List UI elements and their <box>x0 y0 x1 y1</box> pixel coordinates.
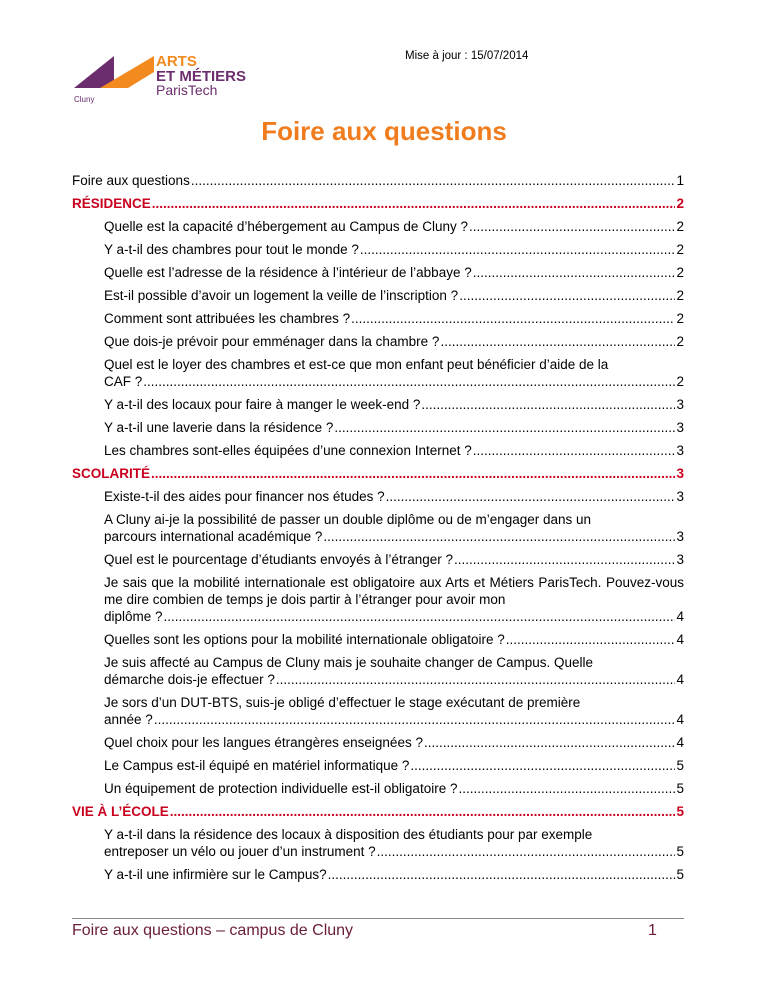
toc-entry[interactable]: Quel choix pour les langues étrangères enseignées ? ..... 4 <box>72 734 684 751</box>
toc-entry-multiline[interactable]: Quel est le loyer des chambres et est-ce que mon enfant peut bénéficier d’aide de la CAF ? ..... 2 <box>72 356 684 390</box>
page-title: Foire aux questions <box>261 116 507 146</box>
toc-entry-multiline[interactable]: Y a-t-il dans la résidence des locaux à disposition des étudiants pour par exemple entreposer un vélo ou jouer d’un instrument ? ..... 5 <box>72 826 684 860</box>
arts-et-metiers-logo <box>60 46 260 108</box>
toc-entry[interactable]: Que dois-je prévoir pour emménager dans la chambre ? ..... 2 <box>72 333 684 350</box>
toc-entry-foire[interactable]: Foire aux questions ..... 1 <box>72 172 684 189</box>
toc-entry[interactable]: Quel est le pourcentage d’étudiants envoyés à l’étranger ? ..... 3 <box>72 551 684 568</box>
toc-entry-multiline[interactable]: A Cluny ai-je la possibilité de passer un double diplôme ou de m’engager dans un parcours international académique ? ..... 3 <box>72 511 684 545</box>
page-number: 1 <box>648 922 657 939</box>
logo-campus: Cluny <box>74 95 95 104</box>
logo-line2: ET MÉTIERS <box>156 68 247 85</box>
toc-entry[interactable]: Existe-t-il des aides pour financer nos études ? ..... 3 <box>72 488 684 505</box>
toc-section-vie-ecole[interactable]: VIE À L’ÉCOLE ..... 5 <box>72 803 684 820</box>
footer-title: Foire aux questions – campus de Cluny <box>72 922 354 939</box>
toc-entry[interactable]: Le Campus est-il équipé en matériel informatique ? ..... 5 <box>72 757 684 774</box>
toc-entry[interactable]: Comment sont attribuées les chambres ? ..... 2 <box>72 310 684 327</box>
toc-entry-multiline[interactable]: Je sais que la mobilité internationale est obligatoire aux Arts et Métiers ParisTech. Pouvez-vous me dire combien de temps je dois partir à l’étranger pour avoir mon diplôme ? ..... 4 <box>72 574 684 625</box>
toc-entry[interactable]: Y a-t-il une infirmière sur le Campus? ..... 5 <box>72 866 684 883</box>
update-date: Mise à jour : 15/07/2014 <box>405 50 529 62</box>
toc-entry-multiline[interactable]: Je suis affecté au Campus de Cluny mais je souhaite changer de Campus. Quelle démarche dois-je effectuer ? ..... 4 <box>72 654 684 688</box>
toc-entry[interactable]: Est-il possible d’avoir un logement la veille de l’inscription ? ..... 2 <box>72 287 684 304</box>
table-of-contents <box>72 172 684 889</box>
toc-entry[interactable]: Quelle est la capacité d’hébergement au Campus de Cluny ? ..... 2 <box>72 218 684 235</box>
logo-line3: ParisTech <box>156 82 218 98</box>
logo-shape-purple <box>74 56 114 88</box>
toc-entry-multiline[interactable]: Je sors d’un DUT-BTS, suis-je obligé d’effectuer le stage exécutant de première année ? ..... 4 <box>72 694 684 728</box>
toc-entry[interactable]: Y a-t-il des locaux pour faire à manger le week-end ? ..... 3 <box>72 396 684 413</box>
toc-entry[interactable]: Y a-t-il des chambres pour tout le monde ? ..... 2 <box>72 241 684 258</box>
logo-line1: ARTS <box>156 53 197 70</box>
toc-entry[interactable]: Un équipement de protection individuelle est-il obligatoire ? ..... 5 <box>72 780 684 797</box>
toc-entry[interactable]: Les chambres sont-elles équipées d’une connexion Internet ? ..... 3 <box>72 442 684 459</box>
toc-entry[interactable]: Quelle est l’adresse de la résidence à l’intérieur de l’abbaye ? ..... 2 <box>72 264 684 281</box>
toc-entry[interactable]: Quelles sont les options pour la mobilité internationale obligatoire ? ..... 4 <box>72 631 684 648</box>
toc-section-residence[interactable]: RÉSIDENCE ..... 2 <box>72 195 684 212</box>
toc-entry[interactable]: Y a-t-il une laverie dans la résidence ? ..... 3 <box>72 419 684 436</box>
toc-section-scolarite[interactable]: SCOLARITÉ ..... 3 <box>72 465 684 482</box>
footer-divider <box>72 918 684 919</box>
